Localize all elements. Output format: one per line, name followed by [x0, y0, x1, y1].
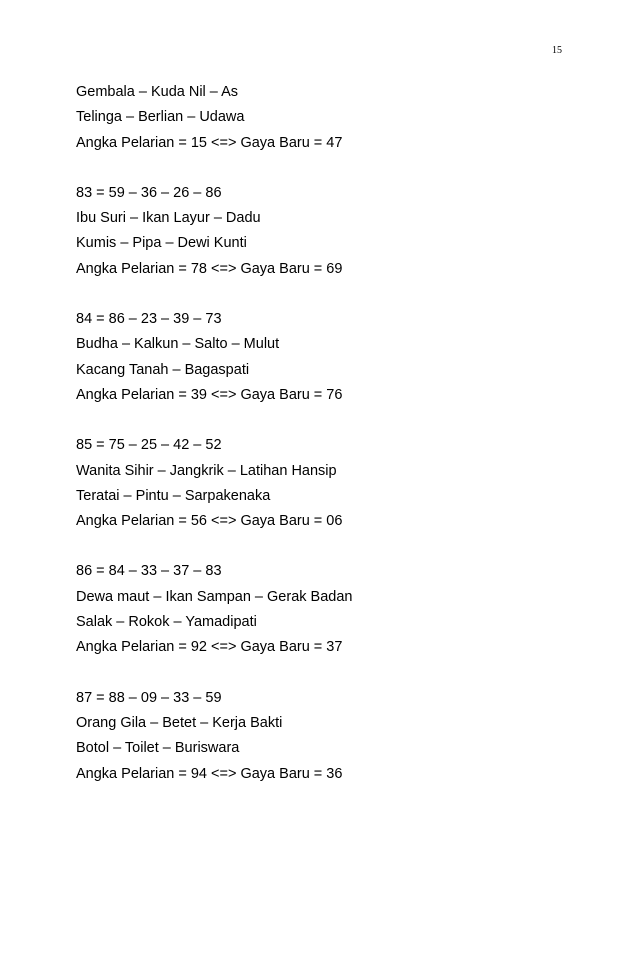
entry-line: Budha – Kalkun – Salto – Mulut [76, 336, 280, 353]
entry-line: Angka Pelarian = 78 <=> Gaya Baru = 69 [76, 260, 343, 277]
entry-line: Kacang Tanah – Bagaspati [76, 361, 250, 378]
entry-line: 84 = 86 – 23 – 39 – 73 [76, 311, 222, 328]
entry-line: Angka Pelarian = 39 <=> Gaya Baru = 76 [76, 386, 343, 403]
entry-line: Teratai – Pintu – Sarpakenaka [76, 487, 271, 504]
entry-line: 86 = 84 – 33 – 37 – 83 [76, 563, 222, 580]
entry-line: Ibu Suri – Ikan Layur – Dadu [76, 210, 261, 227]
page-content [76, 80, 576, 787]
entry-line: Gembala – Kuda Nil – As [76, 84, 239, 100]
entry-block [76, 433, 576, 534]
entry-line: Botol – Toilet – Buriswara [76, 740, 240, 757]
entry-block [76, 559, 576, 660]
entry-line: Kumis – Pipa – Dewi Kunti [76, 235, 247, 252]
entry-line: Orang Gila – Betet – Kerja Bakti [76, 714, 283, 731]
entry-line: Salak – Rokok – Yamadipati [76, 614, 257, 631]
entry-line: Dewa maut – Ikan Sampan – Gerak Badan [76, 588, 353, 605]
entry-line: Angka Pelarian = 56 <=> Gaya Baru = 06 [76, 513, 343, 530]
entry-block [76, 307, 576, 408]
page-number: 15 [552, 45, 562, 56]
entry-line: Angka Pelarian = 92 <=> Gaya Baru = 37 [76, 639, 343, 656]
entry-line: Angka Pelarian = 15 <=> Gaya Baru = 47 [76, 134, 343, 151]
entry-block [76, 80, 576, 156]
entry-block [76, 686, 576, 787]
entry-line: Wanita Sihir – Jangkrik – Latihan Hansip [76, 462, 337, 479]
entry-line: 85 = 75 – 25 – 42 – 52 [76, 437, 222, 454]
entry-line: 83 = 59 – 36 – 26 – 86 [76, 184, 222, 201]
entry-block [76, 181, 576, 282]
entry-line: 87 = 88 – 09 – 33 – 59 [76, 689, 222, 706]
entry-line: Angka Pelarian = 94 <=> Gaya Baru = 36 [76, 765, 343, 782]
entry-line: Telinga – Berlian – Udawa [76, 109, 245, 126]
